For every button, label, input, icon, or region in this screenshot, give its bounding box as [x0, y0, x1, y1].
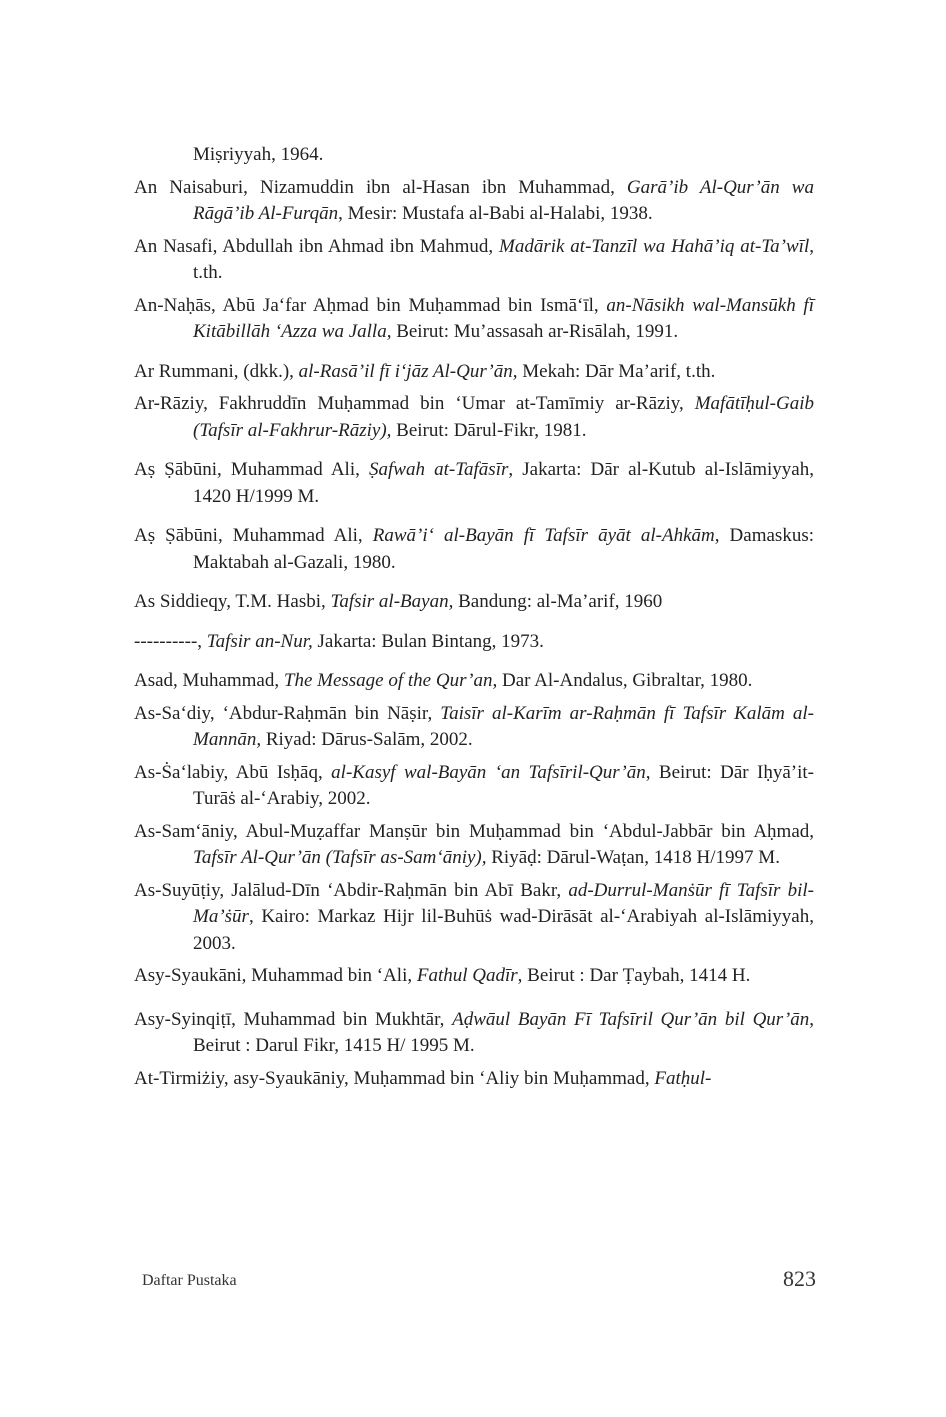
reference-text: Riyad: Dārus-Salām, 2002. [261, 729, 473, 750]
reference-entry [134, 457, 814, 510]
reference-text: , Beirut: Dār Iḥyā’it-Turāṡ al-‘Arabiy, 2002. [193, 761, 814, 809]
reference-entry [134, 175, 814, 228]
reference-text: An Nasafi, Abdullah ibn Ahmad ibn Mahmud, [134, 235, 500, 257]
reference-title: Ṣafwah at-Tafāsīr [369, 459, 509, 480]
reference-text: Asad, Muhammad, [134, 670, 284, 691]
reference-text: , Mesir: Mustafa al-Babi al-Halabi, 1938. [338, 203, 653, 224]
reference-text: Bandung: al-Ma’arif, 1960 [453, 591, 663, 612]
reference-title: al-Kasyf wal-Bayān ‘an Tafsīril-Qur’ān [331, 761, 646, 783]
reference-text: Aṣ Ṣābūni, Muhammad Ali, [134, 525, 373, 546]
reference-text: Riyāḍ: Dārul-Waṭan, 1418 H/1997 M. [486, 847, 780, 868]
reference-list [134, 142, 814, 1092]
reference-text: , Kairo: Markaz Hijr lil-Buhūṡ wad-Dirāsāt al-‘Arabiyah al-Islāmiyyah, 2003. [193, 906, 814, 954]
reference-entry [134, 293, 814, 346]
reference-text: , Jakarta: Dār al-Kutub al-Islāmiyyah, 1420 H/1999 M. [193, 459, 814, 507]
reference-text: Beirut: Mu’assasah ar-Risālah, 1991. [391, 321, 679, 342]
reference-entry [134, 1007, 814, 1060]
reference-entry [134, 589, 814, 616]
reference-text: At-Tirmiżiy, asy-Syaukāniy, Muḥammad bin ‘Aliy bin Muḥammad, [134, 1067, 655, 1089]
reference-text: As-Suyūṭiy, Jalālud-Dīn ‘Abdir-Raḥmān bin Abī Bakr, [134, 879, 569, 901]
footer-section-label: Daftar Pustaka [142, 1272, 237, 1289]
reference-title: Garā’ib Al-Qur’ān wa Rāgā’ib Al-Furqān [193, 176, 814, 224]
reference-text: As-Ṡa‘labiy, Abū Isḥāq, [134, 761, 332, 783]
reference-text: , Damaskus: Maktabah al-Gazali, 1980. [193, 525, 814, 573]
reference-title: Tafsir an-Nur, [206, 630, 313, 652]
reference-entry [134, 142, 814, 169]
reference-title: Taisīr al-Karīm ar-Raḥmān fī Tafsīr Kalām al-Mannān, [193, 702, 814, 750]
reference-title: an-Nāsikh wal-Mansūkh fī Kitābillāh ‘Azza wa Jalla, [193, 294, 814, 342]
reference-entry [134, 668, 814, 695]
reference-entry [134, 629, 814, 656]
reference-text: , Beirut : Dar Ṭaybah, 1414 H. [517, 965, 751, 986]
reference-text: Dar Al-Andalus, Gibraltar, 1980. [497, 670, 753, 691]
reference-text: As Siddieqy, T.M. Hasbi, [134, 591, 331, 612]
reference-entry [134, 819, 814, 872]
reference-text: Asy-Syinqiṭī, Muhammad bin Mukhtār, [134, 1008, 453, 1030]
reference-title: Madārik at-Tanzīl wa Hahā’iq at-Ta’wīl [499, 235, 810, 257]
reference-text: ----------, [134, 630, 207, 652]
page-number: 823 [783, 1266, 816, 1291]
reference-title: Tafsīr Al-Qur’ān (Tafsīr as-Sam‘āniy), [193, 847, 487, 868]
reference-text: Miṣriyyah, 1964. [193, 144, 324, 165]
reference-text: An-Naḥās, Abū Ja‘far Aḥmad bin Muḥammad bin Ismā‘īl, [134, 294, 607, 316]
reference-title: Mafātīḥul-Gaib (Tafsīr al-Fakhrur-Rāziy), [193, 393, 814, 441]
reference-entry [134, 760, 814, 813]
reference-entry [134, 523, 814, 576]
reference-text: Asy-Syaukāni, Muhammad bin ‘Ali, [134, 965, 417, 986]
reference-text: Ar-Rāziy, Fakhruddīn Muḥammad bin ‘Umar at-Tamīmiy ar-Rāziy, [134, 393, 695, 414]
reference-text: Beirut: Dārul-Fikr, 1981. [391, 419, 587, 441]
reference-title: Aḍwāul Bayān Fī Tafsīril Qur’ān bil Qur’ān [452, 1008, 810, 1030]
reference-title: Rawā’i‘ al-Bayān fī Tafsīr āyāt al-Ahkām [372, 525, 715, 546]
reference-entry [134, 963, 814, 990]
reference-text: Jakarta: Bulan Bintang, 1973. [312, 630, 544, 652]
reference-text: As-Sa‘diy, ‘Abdur-Raḥmān bin Nāṣir, [134, 702, 441, 724]
reference-title: ad-Durrul-Manṡūr fī Tafsīr bil-Ma’ṡūr [193, 879, 814, 927]
reference-text: Aṣ Ṣābūni, Muhammad Ali, [134, 459, 369, 480]
reference-title: Fathul Qadīr [416, 965, 518, 986]
reference-entry [134, 701, 814, 754]
reference-entry [134, 878, 814, 958]
reference-entry [134, 1066, 814, 1093]
reference-title: The Message of the Qur’an, [283, 670, 498, 691]
reference-title: al-Rasā’il fī i‘jāz Al-Qur’ān, [298, 360, 518, 382]
reference-text: , Beirut : Darul Fikr, 1415 H/ 1995 M. [193, 1008, 814, 1056]
reference-text: Mekah: Dār Ma’arif, t.th. [517, 360, 716, 382]
reference-title: Fatḥul- [654, 1067, 712, 1089]
reference-text: An Naisaburi, Nizamuddin ibn al-Hasan ibn Muhammad, [134, 176, 627, 198]
reference-text: As-Sam‘āniy, Abul-Muẓaffar Manṣūr bin Muḥammad bin ‘Abdul-Jabbār bin Aḥmad, [134, 820, 814, 842]
reference-entry [134, 359, 814, 386]
reference-title: Tafsir al-Bayan, [330, 591, 454, 612]
reference-text: Ar Rummani, (dkk.), [134, 360, 299, 382]
reference-text: , t.th. [193, 235, 814, 283]
reference-entry [134, 234, 814, 287]
reference-entry [134, 391, 814, 444]
